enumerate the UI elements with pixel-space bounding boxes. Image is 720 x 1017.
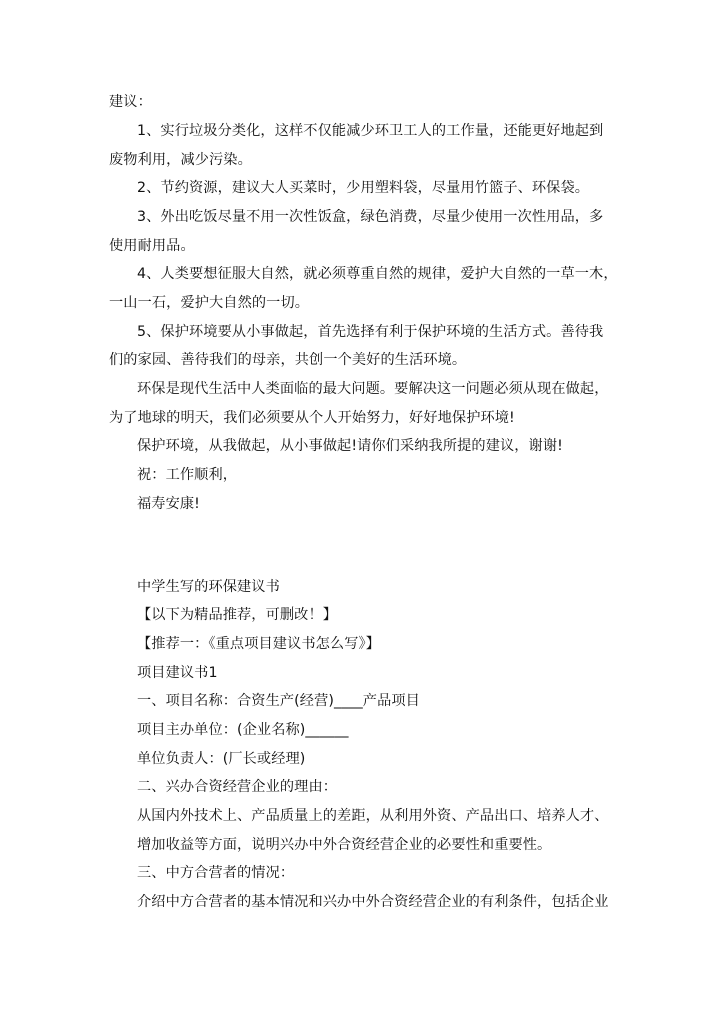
closing-paragraph-line-2: 为了地球的明天，我们必须要从个人开始努力，好好地保护环境! <box>109 410 515 426</box>
suggestion-1-line-2: 废物利用，减少污染。 <box>109 152 252 168</box>
closing-appeal: 保护环境，从我做起，从小事做起!请你们采纳我所提的建议，谢谢! <box>137 438 563 454</box>
suggestion-4-line-2: 一山一石，爱护大自然的一切。 <box>109 295 310 311</box>
reason-heading: 二、兴办合资经营企业的理由： <box>137 779 338 795</box>
recommendation-heading: 【推荐一：《重点项目建议书怎么写》】 <box>137 636 380 652</box>
salutation-suggestion: 建议： <box>109 94 152 110</box>
closing-blessing: 福寿安康! <box>137 496 200 512</box>
project-host: 项目主办单位：(企业名称)______ <box>137 722 349 738</box>
suggestion-5-line-1: 5、保护环境要从小事做起，首先选择有利于保护环境的生活方式。善待我 <box>137 324 604 340</box>
proposal-title: 项目建议书1 <box>137 665 218 681</box>
suggestion-1-line-1: 1、实行垃圾分类化，这样不仅能减少环卫工人的工作量，还能更好地起到 <box>137 123 604 139</box>
suggestion-5-line-2: 们的家园、善待我们的母亲，共创一个美好的生活环境。 <box>109 352 467 368</box>
recommendation-note: 【以下为精品推荐，可删改！】 <box>137 607 338 623</box>
closing-wish: 祝：工作顺利， <box>137 467 238 483</box>
reason-line-2: 增加收益等方面，说明兴办中外合资经营企业的必要性和重要性。 <box>137 837 552 853</box>
suggestion-4-line-1: 4、人类要想征服大自然，就必须尊重自然的规律，爱护大自然的一草一木， <box>137 266 618 282</box>
reason-line-1: 从国内外技术上、产品质量上的差距，从利用外资、产品出口、培养人才、 <box>137 808 609 824</box>
suggestion-3-line-1: 3、外出吃饭尽量不用一次性饭盒，绿色消费，尽量少使用一次性用品，多 <box>137 209 604 225</box>
closing-paragraph-line-1: 环保是现代生活中人类面临的最大问题。要解决这一问题必须从现在做起， <box>137 381 609 397</box>
section-title: 中学生写的环保建议书 <box>137 579 280 595</box>
project-name: 一、项目名称：合资生产(经营)____产品项目 <box>137 693 420 709</box>
suggestion-2: 2、节约资源，建议大人买菜时，少用塑料袋，尽量用竹篮子、环保袋。 <box>137 180 590 196</box>
suggestion-3-line-2: 使用耐用品。 <box>109 238 195 254</box>
chinese-partner-intro: 介绍中方合营者的基本情况和兴办中外合资经营企业的有利条件，包括企业 <box>137 894 609 910</box>
unit-leader: 单位负责人：(厂长或经理) <box>137 751 306 767</box>
chinese-partner-heading: 三、中方合营者的情况： <box>137 865 295 881</box>
